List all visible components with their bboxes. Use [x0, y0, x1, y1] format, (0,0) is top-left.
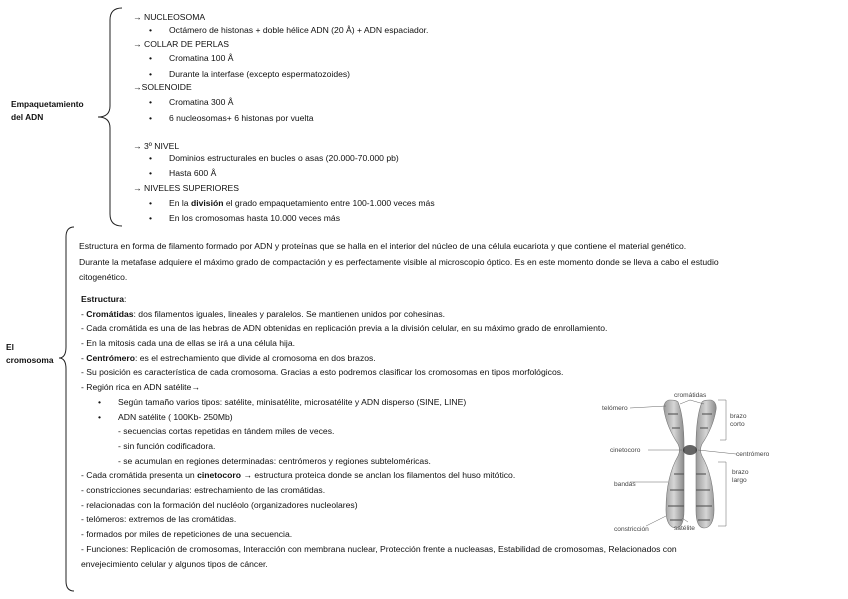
- structure-line: [81, 294, 126, 305]
- chromatid-right-shape: [696, 400, 716, 528]
- level-heading: → NIVELES SUPERIORES: [133, 183, 240, 193]
- level-bullet-item: • Hasta 600 Å: [169, 168, 216, 179]
- label-satelite: satélite: [674, 525, 695, 532]
- structure-line: [118, 441, 215, 452]
- structure-line: [81, 309, 445, 320]
- label-centromero: centrómero: [736, 451, 770, 458]
- chromosome-diagram: [600, 388, 780, 538]
- structure-line: [81, 529, 292, 540]
- level-heading: → 3º NIVEL: [133, 141, 180, 151]
- level-heading: → NUCLEOSOMA: [133, 12, 206, 22]
- structure-line: [81, 323, 607, 334]
- text-fragment: - telómeros: extremos de las cromátidas.: [81, 514, 237, 524]
- intro-line: Estructura en forma de filamento formado por ADN y proteínas que se halla en el interior del núcleo de una célula eucariota y que contiene el material genético.: [79, 241, 687, 251]
- level-bullet-item: • 6 nucleosomas+ 6 histonas por vuelta: [169, 113, 314, 124]
- structure-line: [81, 559, 268, 570]
- level-bullet-item: • Durante la interfase (excepto espermatozoides): [169, 69, 350, 80]
- structure-line: [81, 367, 563, 378]
- label-constriccion: constricción: [614, 526, 649, 533]
- section-label-line: El: [6, 342, 14, 352]
- level-bullet-item: • Dominios estructurales en bucles o asas (20.000-70.000 pb): [169, 153, 399, 164]
- structure-line: [81, 382, 200, 393]
- structure-line: [81, 500, 358, 511]
- label-cromatidas: cromátidas: [674, 392, 707, 399]
- text-fragment: - Región rica en ADN satélite→: [81, 382, 200, 392]
- text-fragment: división: [190, 198, 224, 208]
- centromere-shape: [683, 445, 697, 455]
- text-fragment: - formados por miles de repeticiones de una secuencia.: [81, 529, 293, 539]
- text-fragment: - constricciones secundarias: estrechamiento de las cromátidas.: [81, 485, 326, 495]
- text-fragment: -: [81, 309, 87, 319]
- level-heading: → COLLAR DE PERLAS: [133, 39, 229, 49]
- label-telomero: telómero: [602, 405, 628, 412]
- text-fragment: En la: [169, 198, 191, 208]
- level-heading: →SOLENOIDE: [133, 82, 192, 92]
- curly-brace-icon: [58, 225, 76, 595]
- section-label-line: del ADN: [11, 112, 44, 122]
- text-fragment: : es el estrechamiento que divide al cromosoma en dos brazos.: [134, 353, 376, 363]
- structure-line: [81, 353, 376, 364]
- text-fragment: Centrómero: [86, 353, 135, 363]
- text-fragment: envejecimiento celular y algunos tipos de cáncer.: [81, 559, 268, 569]
- structure-line: [81, 338, 295, 349]
- structure-line: [81, 470, 515, 481]
- level-bullet-item: • Cromatina 300 Å: [169, 97, 234, 108]
- label-brazo-corto-2: corto: [730, 421, 745, 428]
- label-brazo-corto-1: brazo: [730, 413, 747, 420]
- level-bullet-item: • Cromatina 100 Å: [169, 53, 234, 64]
- level-bullet-item: • Octámero de histonas + doble hélice ADN (20 Å) + ADN espaciador.: [169, 25, 428, 36]
- text-fragment: - Su posición es característica de cada cromosoma. Gracias a esto podremos clasificar los cromosomas en tipos morfológicos.: [81, 367, 564, 377]
- text-fragment: el grado empaquetamiento entre 100-1.000 veces más: [223, 198, 435, 208]
- structure-line: [81, 544, 677, 555]
- section-label-line: Empaquetamiento: [11, 99, 84, 109]
- text-fragment: Según tamaño varios tipos: satélite, minisatélite, microsatélite y ADN disperso (SINE, LINE): [118, 397, 467, 407]
- label-bandas: bandas: [614, 481, 636, 488]
- text-fragment: ADN satélite ( 100Kb- 250Mb): [118, 412, 233, 422]
- level-bullet-item: • En los cromosomas hasta 10.000 veces más: [169, 213, 340, 224]
- cromosoma-intro: [79, 239, 719, 286]
- section-label-line: cromosoma: [6, 355, 54, 365]
- text-fragment: - sin función codificadora.: [118, 441, 216, 451]
- text-fragment: : dos filamentos iguales, lineales y paralelos. Se mantienen unidos por cohesinas.: [133, 309, 446, 319]
- text-fragment: Estructura: [81, 294, 124, 304]
- section-label-empaquetamiento: [11, 98, 84, 124]
- text-fragment: Cromátidas: [86, 309, 134, 319]
- text-fragment: → estructura proteica donde se anclan los filamentos del huso mitótico.: [241, 470, 516, 480]
- text-fragment: - secuencias cortas repetidas en tándem miles de veces.: [118, 426, 335, 436]
- structure-line: [118, 426, 334, 437]
- text-fragment: :: [123, 294, 127, 304]
- curly-brace-icon: [96, 6, 126, 228]
- level-bullet-item: [169, 198, 435, 209]
- text-fragment: -: [81, 353, 87, 363]
- text-fragment: - relacionadas con la formación del nucléolo (organizadores nucleolares): [81, 500, 358, 510]
- text-fragment: - En la mitosis cada una de ellas se irá a una célula hija.: [81, 338, 296, 348]
- section-label-cromosoma: [6, 341, 53, 367]
- chromatid-left-shape: [664, 400, 684, 528]
- structure-line: [81, 485, 325, 496]
- text-fragment: - Funciones: Replicación de cromosomas, Interacción con membrana nuclear, Protección frente a nucleasas, Estabilidad de cromosomas, Relacionados con: [81, 544, 677, 554]
- text-fragment: - Cada cromátida es una de las hebras de ADN obtenidas en replicación previa a la división celular, en su máximo grado de enrollamiento.: [81, 323, 608, 333]
- structure-line: [81, 514, 236, 525]
- intro-line: citogenético.: [79, 272, 128, 282]
- structure-line: [118, 397, 466, 408]
- label-brazo-largo-2: largo: [732, 477, 747, 484]
- structure-line: [118, 412, 233, 423]
- text-fragment: cinetocoro: [197, 470, 242, 480]
- structure-line: [118, 456, 431, 467]
- label-cinetocoro: cinetocoro: [610, 447, 641, 454]
- label-brazo-largo-1: brazo: [732, 469, 749, 476]
- intro-line: Durante la metafase adquiere el máximo grado de compactación y es perfectamente visible al microscopio óptico. Es en este momento donde se lleva a cabo el estudio: [79, 256, 719, 267]
- text-fragment: - Cada cromátida presenta un: [81, 470, 198, 480]
- text-fragment: - se acumulan en regiones determinadas: centrómeros y regiones subteloméricas.: [118, 456, 431, 466]
